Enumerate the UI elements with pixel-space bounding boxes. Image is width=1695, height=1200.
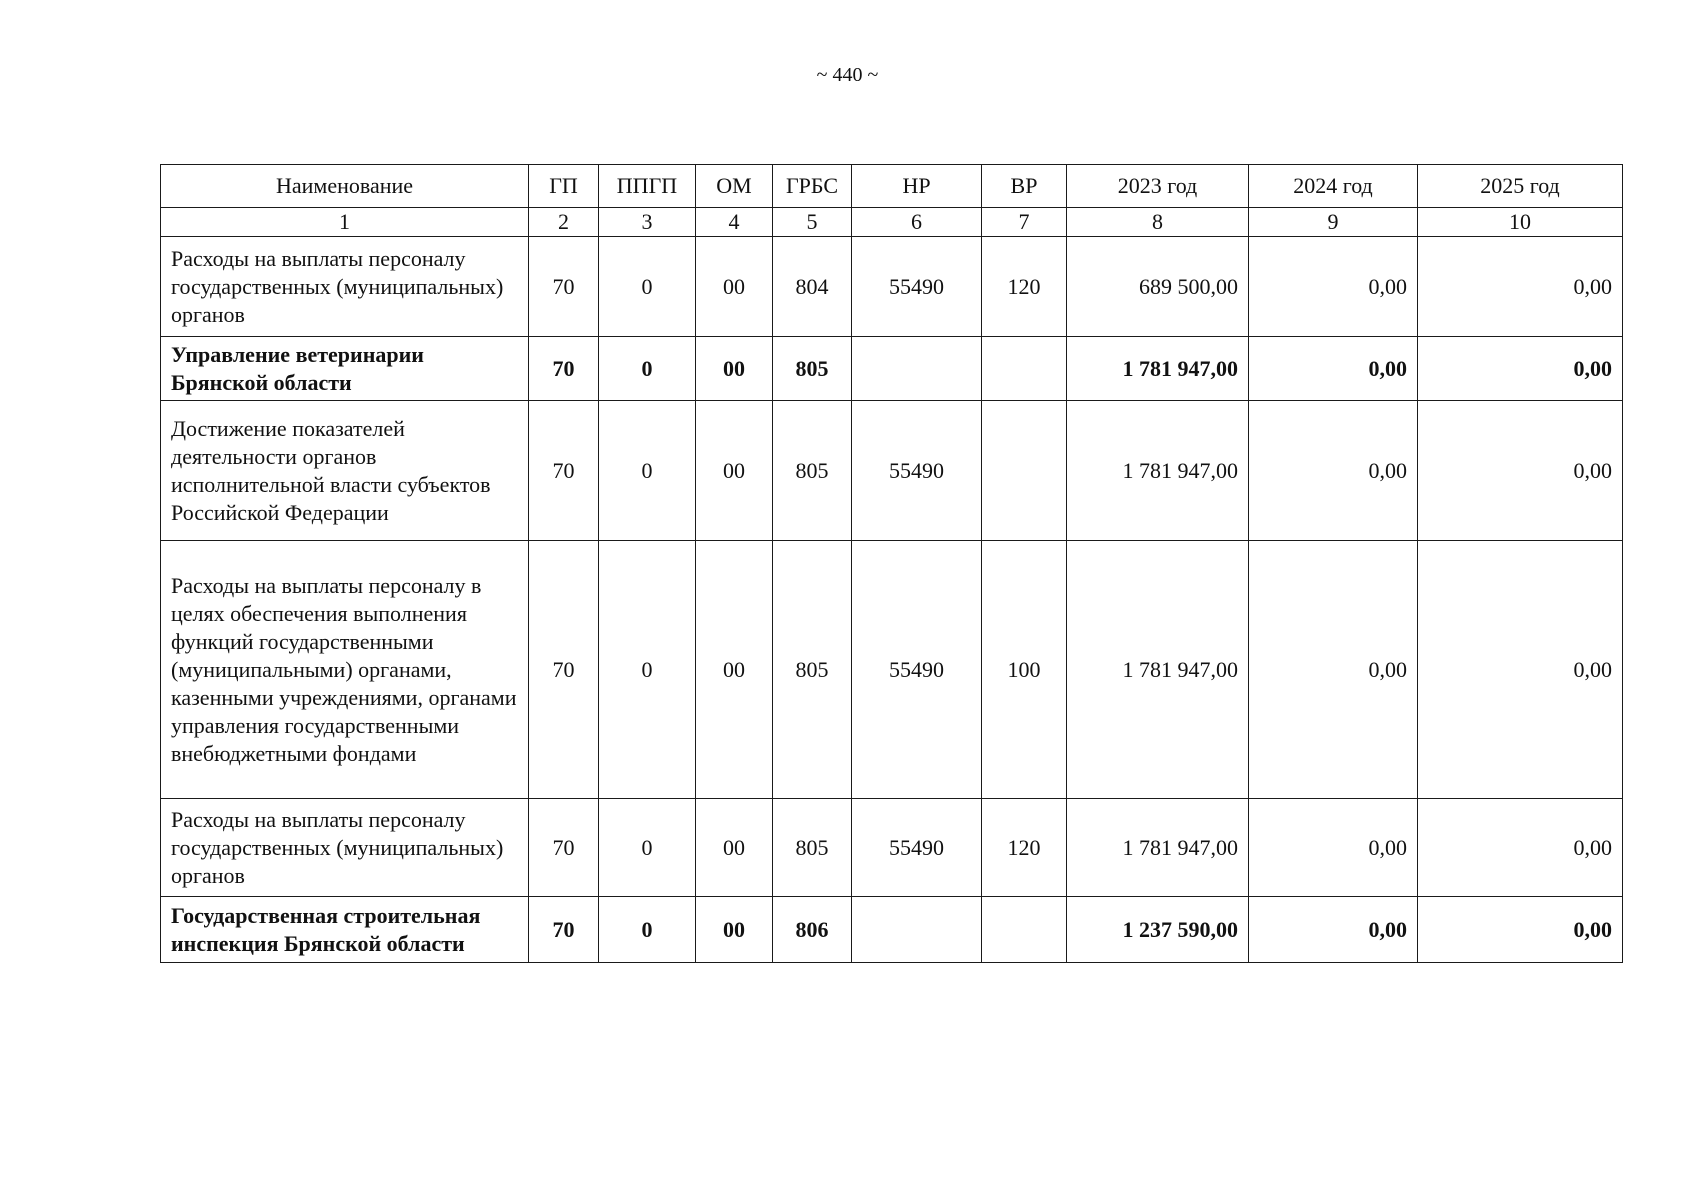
row-name: Достижение показателей деятельности органов исполнительной власти субъектов Российской Федерации: [161, 401, 529, 541]
row-om: 00: [696, 237, 773, 337]
row-2025: 0,00: [1418, 541, 1623, 799]
row-grbs: 805: [773, 401, 852, 541]
table-row: [161, 541, 1623, 799]
header-2024: 2024 год: [1249, 165, 1418, 208]
row-2023: 1 781 947,00: [1067, 799, 1249, 897]
row-2024: 0,00: [1249, 337, 1418, 401]
header-gp: ГП: [529, 165, 599, 208]
table-row-total: [161, 337, 1623, 401]
row-grbs: 805: [773, 799, 852, 897]
row-nr: [852, 897, 982, 963]
row-vr: 120: [982, 799, 1067, 897]
row-2025: 0,00: [1418, 401, 1623, 541]
row-name: Расходы на выплаты персоналу в целях обеспечения выполнения функций государственными (муниципальными) органами, казенными учреждениями, органами управления государственными внебюджетными фондами: [161, 541, 529, 799]
row-name: Расходы на выплаты персоналу государственных (муниципальных) органов: [161, 237, 529, 337]
header-vr: ВР: [982, 165, 1067, 208]
row-grbs: 804: [773, 237, 852, 337]
header-name: Наименование: [161, 165, 529, 208]
row-ppgp: 0: [599, 541, 696, 799]
row-2023: 1 781 947,00: [1067, 541, 1249, 799]
header-row: [161, 165, 1623, 208]
column-number: 8: [1067, 208, 1249, 237]
budget-table: [160, 164, 1623, 963]
header-grbs: ГРБС: [773, 165, 852, 208]
row-ppgp: 0: [599, 897, 696, 963]
row-gp: 70: [529, 799, 599, 897]
row-om: 00: [696, 799, 773, 897]
row-2024: 0,00: [1249, 799, 1418, 897]
header-2023: 2023 год: [1067, 165, 1249, 208]
row-grbs: 806: [773, 897, 852, 963]
row-om: 00: [696, 541, 773, 799]
column-number: 6: [852, 208, 982, 237]
row-2024: 0,00: [1249, 541, 1418, 799]
page-number: ~ 440 ~: [816, 64, 879, 86]
header-nr: НР: [852, 165, 982, 208]
row-2024: 0,00: [1249, 237, 1418, 337]
row-grbs: 805: [773, 541, 852, 799]
row-gp: 70: [529, 337, 599, 401]
header-om: ОМ: [696, 165, 773, 208]
row-grbs: 805: [773, 337, 852, 401]
row-nr: 55490: [852, 541, 982, 799]
row-2025: 0,00: [1418, 237, 1623, 337]
row-2024: 0,00: [1249, 401, 1418, 541]
row-vr: 120: [982, 237, 1067, 337]
row-vr: [982, 401, 1067, 541]
column-number-row: [161, 208, 1623, 237]
column-number: 7: [982, 208, 1067, 237]
table-row: [161, 799, 1623, 897]
row-om: 00: [696, 337, 773, 401]
table-row: [161, 237, 1623, 337]
row-ppgp: 0: [599, 401, 696, 541]
row-nr: [852, 337, 982, 401]
row-nr: 55490: [852, 401, 982, 541]
table-row-total: [161, 897, 1623, 963]
header-2025: 2025 год: [1418, 165, 1623, 208]
row-ppgp: 0: [599, 337, 696, 401]
row-gp: 70: [529, 897, 599, 963]
table-row: [161, 401, 1623, 541]
header-ppgp: ППГП: [599, 165, 696, 208]
column-number: 1: [161, 208, 529, 237]
row-2023: 689 500,00: [1067, 237, 1249, 337]
row-om: 00: [696, 897, 773, 963]
row-2023: 1 781 947,00: [1067, 401, 1249, 541]
row-ppgp: 0: [599, 799, 696, 897]
row-om: 00: [696, 401, 773, 541]
row-name: Государственная строительная инспекция Брянской области: [161, 897, 529, 963]
row-ppgp: 0: [599, 237, 696, 337]
column-number: 3: [599, 208, 696, 237]
row-nr: 55490: [852, 237, 982, 337]
row-2025: 0,00: [1418, 799, 1623, 897]
row-nr: 55490: [852, 799, 982, 897]
row-2025: 0,00: [1418, 337, 1623, 401]
row-gp: 70: [529, 401, 599, 541]
row-2024: 0,00: [1249, 897, 1418, 963]
column-number: 4: [696, 208, 773, 237]
row-gp: 70: [529, 237, 599, 337]
column-number: 10: [1418, 208, 1623, 237]
row-name: Расходы на выплаты персоналу государственных (муниципальных) органов: [161, 799, 529, 897]
row-vr: 100: [982, 541, 1067, 799]
row-gp: 70: [529, 541, 599, 799]
row-vr: [982, 337, 1067, 401]
row-2023: 1 781 947,00: [1067, 337, 1249, 401]
column-number: 5: [773, 208, 852, 237]
row-2023: 1 237 590,00: [1067, 897, 1249, 963]
row-vr: [982, 897, 1067, 963]
column-number: 9: [1249, 208, 1418, 237]
column-number: 2: [529, 208, 599, 237]
row-name: Управление ветеринарии Брянской области: [161, 337, 529, 401]
row-2025: 0,00: [1418, 897, 1623, 963]
